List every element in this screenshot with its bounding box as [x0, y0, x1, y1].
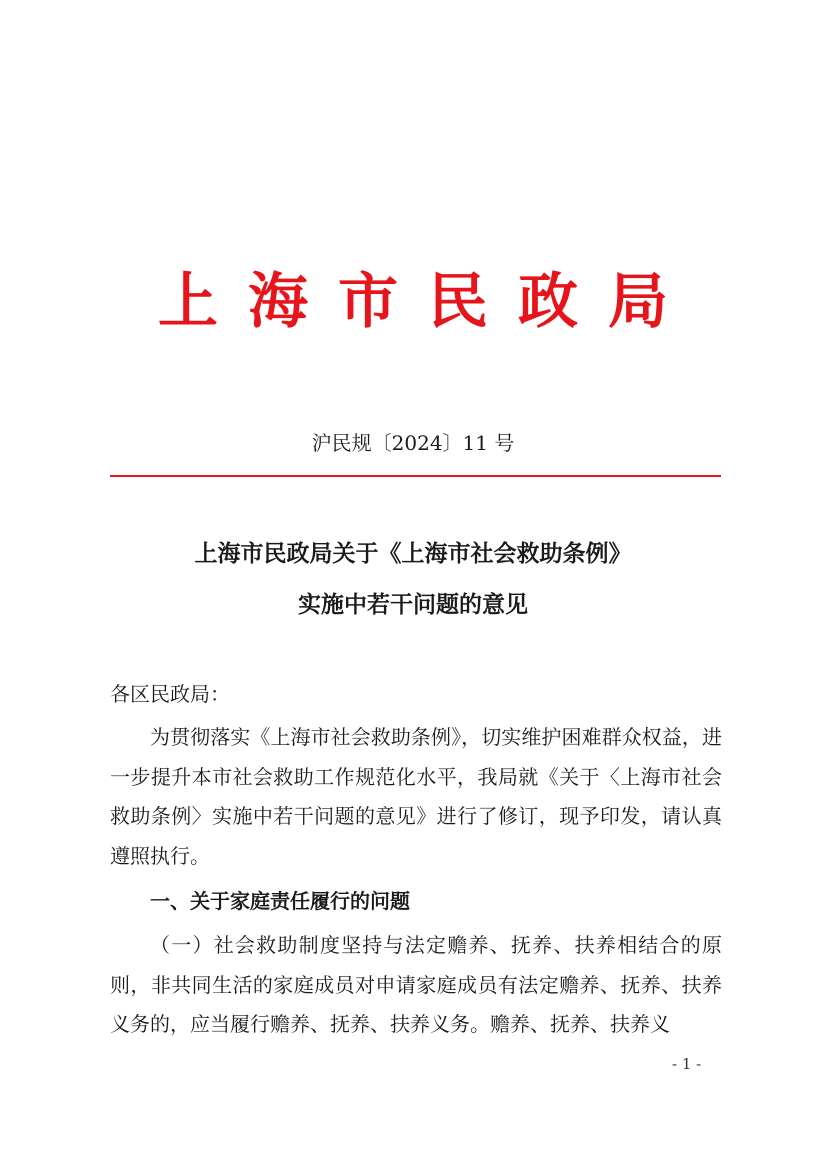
intro-paragraph: 为贯彻落实《上海市社会救助条例》，切实维护困难群众权益，进一步提升本市社会救助工作规范化水平，我局就《关于〈上海市社会救助条例〉实施中若干问题的意见》进行了修订，现予印发，请认真遵照执行。	[110, 725, 722, 868]
agency-masthead: 上海市民政局	[158, 267, 698, 337]
section-1-paragraph-1: （一）社会救助制度坚持与法定赡养、抚养、扶养相结合的原则，非共同生活的家庭成员对申请家庭成员有法定赡养、抚养、扶养义务的，应当履行赡养、抚养、扶养义务。赡养、抚养、扶养义	[110, 933, 722, 1036]
red-divider-line	[110, 475, 721, 477]
section-heading-1: 一、关于家庭责任履行的问题	[150, 889, 410, 913]
salutation: 各区民政局：	[110, 682, 230, 706]
document-title-line-2: 实施中若干问题的意见	[298, 592, 528, 618]
page-number: - 1 -	[672, 1055, 702, 1073]
document-number: 沪民规〔2024〕11 号	[311, 431, 515, 455]
document-title-line-1: 上海市民政局关于《上海市社会救助条例》	[194, 541, 632, 567]
